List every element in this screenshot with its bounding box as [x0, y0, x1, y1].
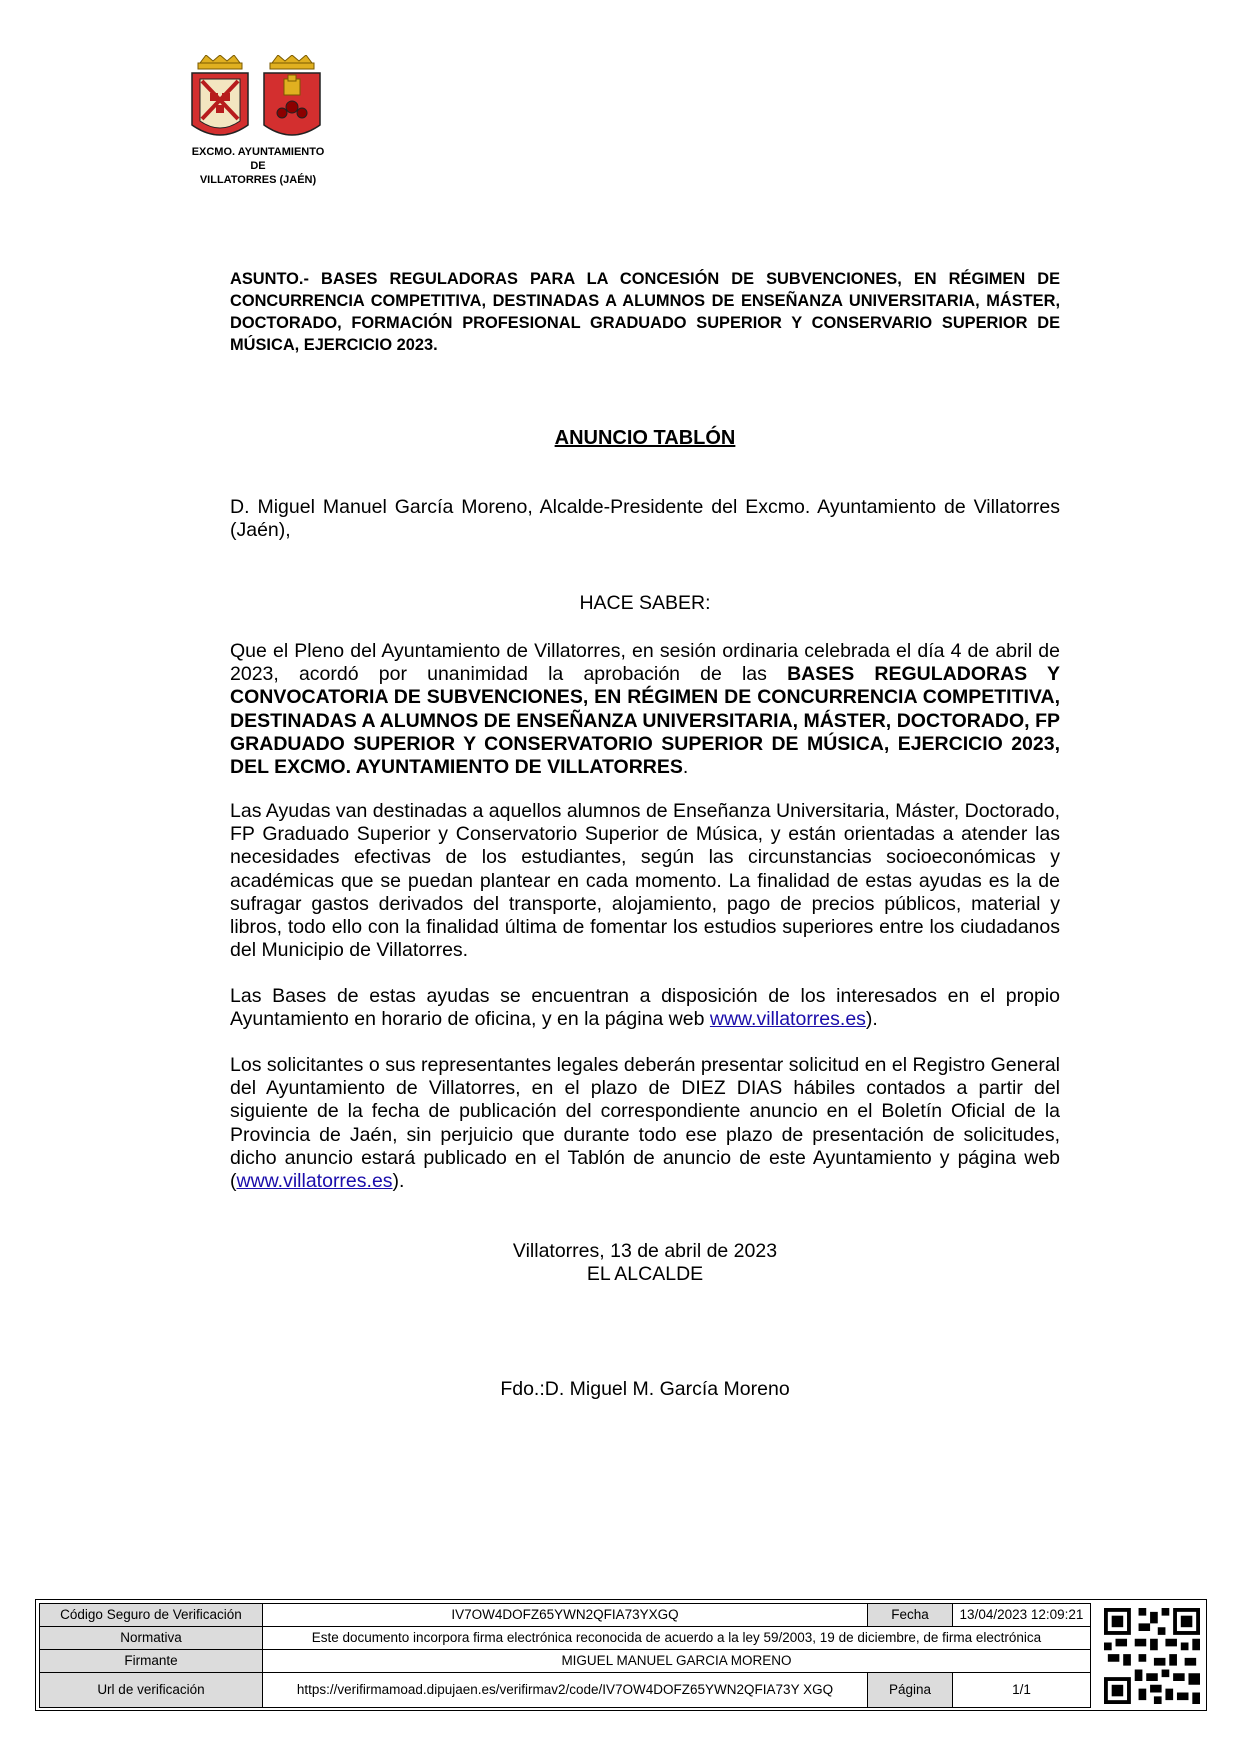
pagina-label: Página: [868, 1673, 953, 1708]
subject-heading: ASUNTO.- BASES REGULADORAS PARA LA CONCESIÓN DE SUBVENCIONES, EN RÉGIMEN DE CONCURRENCIA COMPETITIVA, DESTINADAS A ALUMNOS DE ENSEÑANZA UNIVERSITARIA, MÁSTER, DOCTORADO, FORMACIÓN PROFESIONAL GRADUADO SUPERIOR Y CONSERVARIO SUPERIOR DE MÚSICA, EJERCICIO 2023.: [230, 270, 1060, 354]
paragraph-agreement-text: Que el Pleno del Ayuntamiento de Villatorres, en sesión ordinaria celebrada el día 4 de abril de 2023, acordó por unanimidad la aprobación de las: [230, 640, 1060, 686]
qr-code-icon: [1104, 1608, 1200, 1704]
firmante-value: MIGUEL MANUEL GARCIA MORENO: [262, 1650, 1090, 1673]
website-link[interactable]: www.villatorres.es: [709, 1008, 866, 1031]
caption-line-3: VILLATORRES (JAÉN): [199, 174, 317, 186]
coat-of-arms-left-icon: [192, 55, 248, 135]
signer-name: Fdo.:D. Miguel M. García Moreno: [500, 1378, 790, 1400]
normativa-label: Normativa: [40, 1627, 263, 1650]
paragraph-availability: [230, 985, 1060, 1031]
place-date: Villatorres, 13 de abril de 2023: [512, 1240, 778, 1262]
url-label: Url de verificación: [40, 1673, 263, 1708]
paragraph-availability-text: Las Bases de estas ayudas se encuentran a disposición de los interesados en el propio Ayuntamiento en horario de oficina, y en la página web: [230, 985, 1060, 1031]
paragraph-agreement-end: .: [682, 756, 689, 779]
fecha-value: 13/04/2023 12:09:21: [952, 1604, 1090, 1627]
csv-label: Código Seguro de Verificación: [40, 1604, 263, 1627]
normativa-value: Este documento incorpora firma electrónica reconocida de acuerdo a la ley 59/2003, 19 de diciembre, de firma electrónica: [262, 1627, 1090, 1650]
paragraph-availability-end: ).: [865, 1008, 878, 1031]
fecha-label: Fecha: [868, 1604, 953, 1627]
website-link-2[interactable]: www.villatorres.es: [236, 1170, 393, 1193]
paragraph-purpose: Las Ayudas van destinadas a aquellos alumnos de Enseñanza Universitaria, Máster, Doctorado, FP Graduado Superior y Conservatorio Superior de Música, y están orientadas a atender las necesidades efectivas de los estudiantes, según las circunstancias socioeconómicas y académicas que se puedan plantear en cada momento. La finalidad de estas ayudas es la de sufragar gastos derivados del transporte, alojamiento, pago de precios públicos, material y libros, todo ello con la finalidad última de fomentar los estudios superiores entre los ciudadanos del Municipio de Villatorres.: [230, 800, 1060, 962]
pagina-value: 1/1: [952, 1673, 1090, 1708]
coat-of-arms-right-icon: [264, 55, 320, 135]
hace-saber-heading: HACE SABER:: [579, 592, 711, 614]
firmante-label: Firmante: [40, 1650, 263, 1673]
url-value[interactable]: https://verifirmamoad.dipujaen.es/verifirmav2/code/IV7OW4DOFZ65YWN2QFIA73Y XGQ: [262, 1673, 867, 1708]
paragraph-application: [230, 1054, 1060, 1193]
paragraph-agreement-bold: BASES REGULADORAS Y CONVOCATORIA DE SUBVENCIONES, EN RÉGIMEN DE CONCURRENCIA COMPETITIVA, DESTINADAS A ALUMNOS DE ENSEÑANZA UNIVERSITARIA, MÁSTER, DOCTORADO, FP GRADUADO SUPERIOR Y CONSERVATORIO SUPERIOR DE MÚSICA, EJERCICIO 2023, DEL EXCMO. AYUNTAMIENTO DE VILLATORRES: [230, 663, 1060, 779]
paragraph-application-end: ).: [392, 1170, 405, 1193]
paragraph-agreement: [230, 640, 1060, 779]
verification-table: [39, 1603, 1091, 1708]
municipal-crests: [188, 55, 328, 147]
document-title: ANUNCIO TABLÓN: [554, 427, 736, 449]
signer-role: EL ALCALDE: [586, 1263, 704, 1285]
caption-line-2: DE: [250, 160, 266, 172]
municipality-caption: [168, 145, 348, 187]
csv-value: IV7OW4DOFZ65YWN2QFIA73YXGQ: [262, 1604, 867, 1627]
caption-line-1: EXCMO. AYUNTAMIENTO: [191, 146, 325, 158]
verification-footer: [35, 1599, 1207, 1711]
paragraph-application-text: Los solicitantes o sus representantes legales deberán presentar solicitud en el Registro General del Ayuntamiento de Villatorres, en el plazo de DIEZ DIAS hábiles contados a partir del siguiente de la fecha de publicación del correspondiente anuncio en el Boletín Oficial de la Provincia de Jaén, sin perjuicio que durante todo ese plazo de presentación de solicitudes, dicho anuncio estará publicado en el Tablón de anuncio de este Ayuntamiento y página web (: [230, 1054, 1060, 1193]
intro-paragraph: D. Miguel Manuel García Moreno, Alcalde-Presidente del Excmo. Ayuntamiento de Villatorres (Jaén),: [230, 496, 1060, 542]
